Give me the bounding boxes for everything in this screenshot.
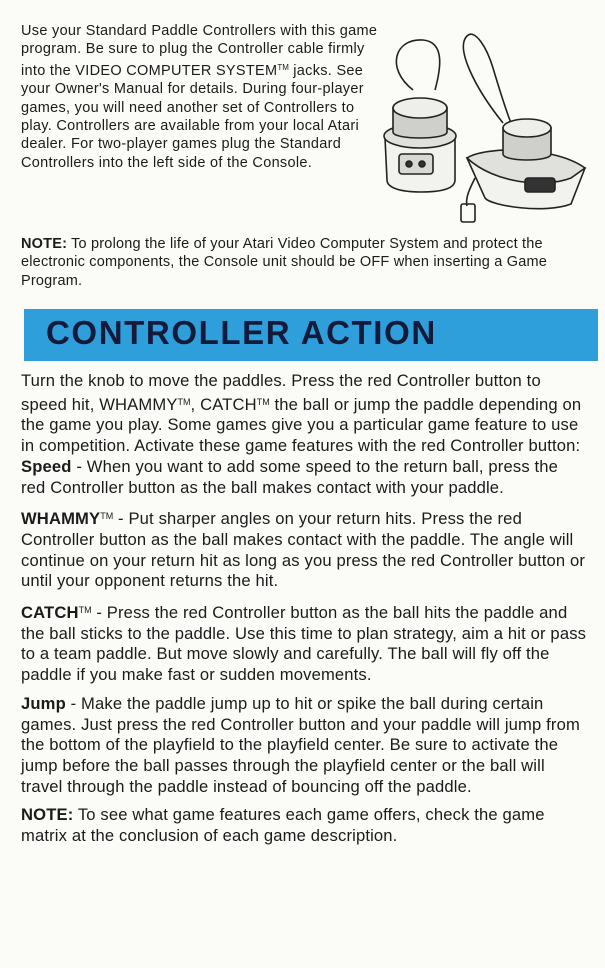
intro-controls-paragraph <box>21 371 587 498</box>
para-text: the ball or jump the paddle depending on the game you play. Some games give you a particular game feature to use in competition. Activate these game features with the red Controller button: <box>21 394 582 456</box>
whammy-text: - Put sharper angles on your return hits. Press the red Controller button as the ball makes contact with the paddle. The angle will continue on your return hit as long as you press the red Controller button or until your opponent returns the hit. <box>21 509 586 591</box>
note-label: NOTE: <box>21 236 68 252</box>
jump-paragraph <box>21 694 587 798</box>
catch-paragraph <box>21 600 587 686</box>
note-label: NOTE: <box>21 805 74 825</box>
intro-paragraph <box>21 22 386 172</box>
left-paddle-controller <box>384 98 456 192</box>
speed-text: - When you want to add some speed to the return ball, press the red Controller button as the ball makes contact with your paddle. <box>21 456 559 497</box>
section-banner <box>24 309 598 361</box>
trademark-mark: TM <box>277 62 289 72</box>
trademark-mark: TM <box>256 396 270 407</box>
para-text: , CATCH <box>190 394 257 414</box>
intro-text: Use your Standard Paddle Controllers with this game program. Be sure to plug the Controller cable firmly into the VIDEO COMPUTER SYSTEM <box>21 23 378 79</box>
section-title: CONTROLLER ACTION <box>46 314 437 351</box>
catch-label: CATCH <box>21 603 79 623</box>
paddle-controllers-illustration <box>375 28 600 228</box>
controller-action-body <box>21 371 587 847</box>
right-paddle-controller <box>467 119 585 209</box>
catch-text: - Press the red Controller button as the ball hits the paddle and the ball sticks to the paddle. Use this time to plan strategy, aim a hit or pass to a team paddle. But move slowly and carefully. The ball will fly off the paddle if you make fast or sudden movements. <box>21 603 587 685</box>
intro-text-2: jacks. See your Owner's Manual for details. During four-player games, you will need another set of Controllers to play. Controllers are available from your local Atari dealer. For two-player games plug the Standard Controllers into the left side of the Console. <box>21 62 364 171</box>
note-console-off <box>21 235 587 290</box>
trademark-mark: TM <box>78 605 92 616</box>
para-text: Turn the knob to move the paddles. Press the red Controller button to speed hit, WHAMMY <box>21 371 541 414</box>
speed-label: Speed <box>21 456 72 476</box>
jump-label: Jump <box>21 693 66 713</box>
whammy-label: WHAMMY <box>21 509 101 529</box>
note-text: To see what game features each game offers, check the game matrix at the conclusion of each game description. <box>21 805 545 846</box>
trademark-mark: TM <box>177 396 191 407</box>
whammy-paragraph <box>21 506 587 592</box>
jump-text: - Make the paddle jump up to hit or spike the ball during certain games. Just press the red Controller button and your paddle will jump from the bottom of the playfield to the playfield center. Be sure to activate the jump before the ball passes through the playfield center or the ball will travel through the paddle instead of bouncing off the paddle. <box>21 693 580 796</box>
trademark-mark: TM <box>100 511 114 522</box>
note-text: To prolong the life of your Atari Video Computer System and protect the electronic components, the Console unit should be OFF when inserting a Game Program. <box>21 236 547 289</box>
note-game-matrix <box>21 805 587 846</box>
